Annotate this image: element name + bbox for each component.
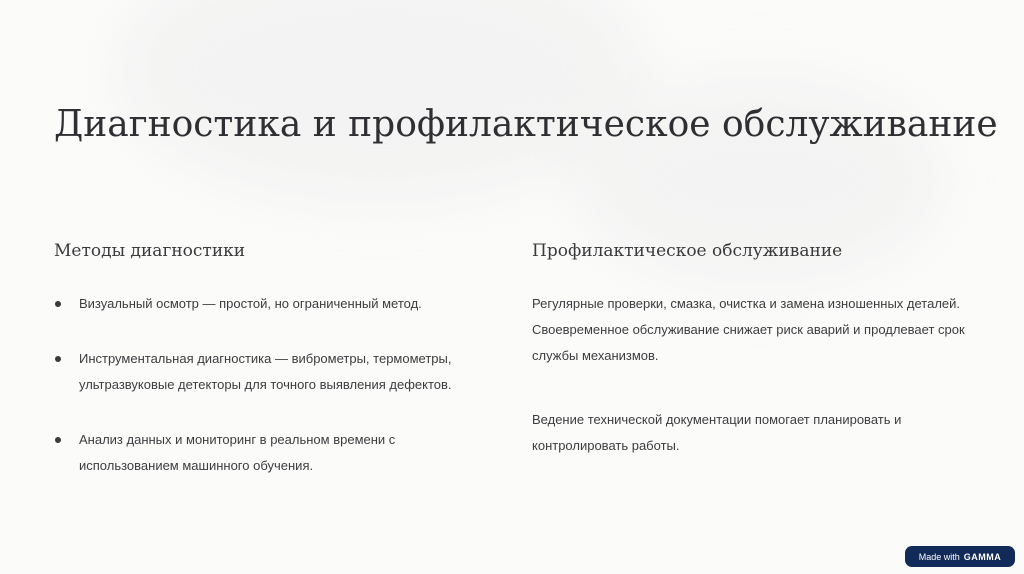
list-item	[54, 427, 494, 479]
maintenance-paragraph: Ведение технической документации помогает планировать и контролировать работы.	[532, 412, 902, 453]
maintenance-heading: Профилактическое обслуживание	[532, 241, 843, 261]
diagnostics-list	[54, 291, 494, 479]
badge-prefix: Made with	[918, 551, 960, 562]
maintenance-column	[532, 234, 972, 459]
list-item	[54, 346, 494, 398]
list-item-text: Инструментальная диагностика — виброметры, термометры, ультразвуковые детекторы для точного выявления дефектов.	[79, 351, 452, 392]
gamma-logo: GAMMA	[963, 551, 1002, 562]
list-item-text: Анализ данных и мониторинг в реальном времени с использованием машинного обучения.	[79, 432, 396, 473]
bullet-icon	[55, 301, 61, 307]
page-title: Диагностика и профилактическое обслуживание	[54, 104, 998, 145]
bullet-icon	[55, 356, 61, 362]
made-with-gamma-badge[interactable]	[905, 546, 1015, 567]
diagnostics-column	[54, 234, 494, 508]
maintenance-paragraph: Регулярные проверки, смазка, очистка и замена изношенных деталей. Своевременное обслуживание снижает риск аварий и продлевает срок службы механизмов.	[532, 296, 965, 363]
list-item-text: Визуальный осмотр — простой, но ограниченный метод.	[79, 296, 422, 311]
bullet-icon	[55, 437, 61, 443]
diagnostics-heading: Методы диагностики	[54, 241, 246, 261]
list-item	[54, 291, 494, 317]
